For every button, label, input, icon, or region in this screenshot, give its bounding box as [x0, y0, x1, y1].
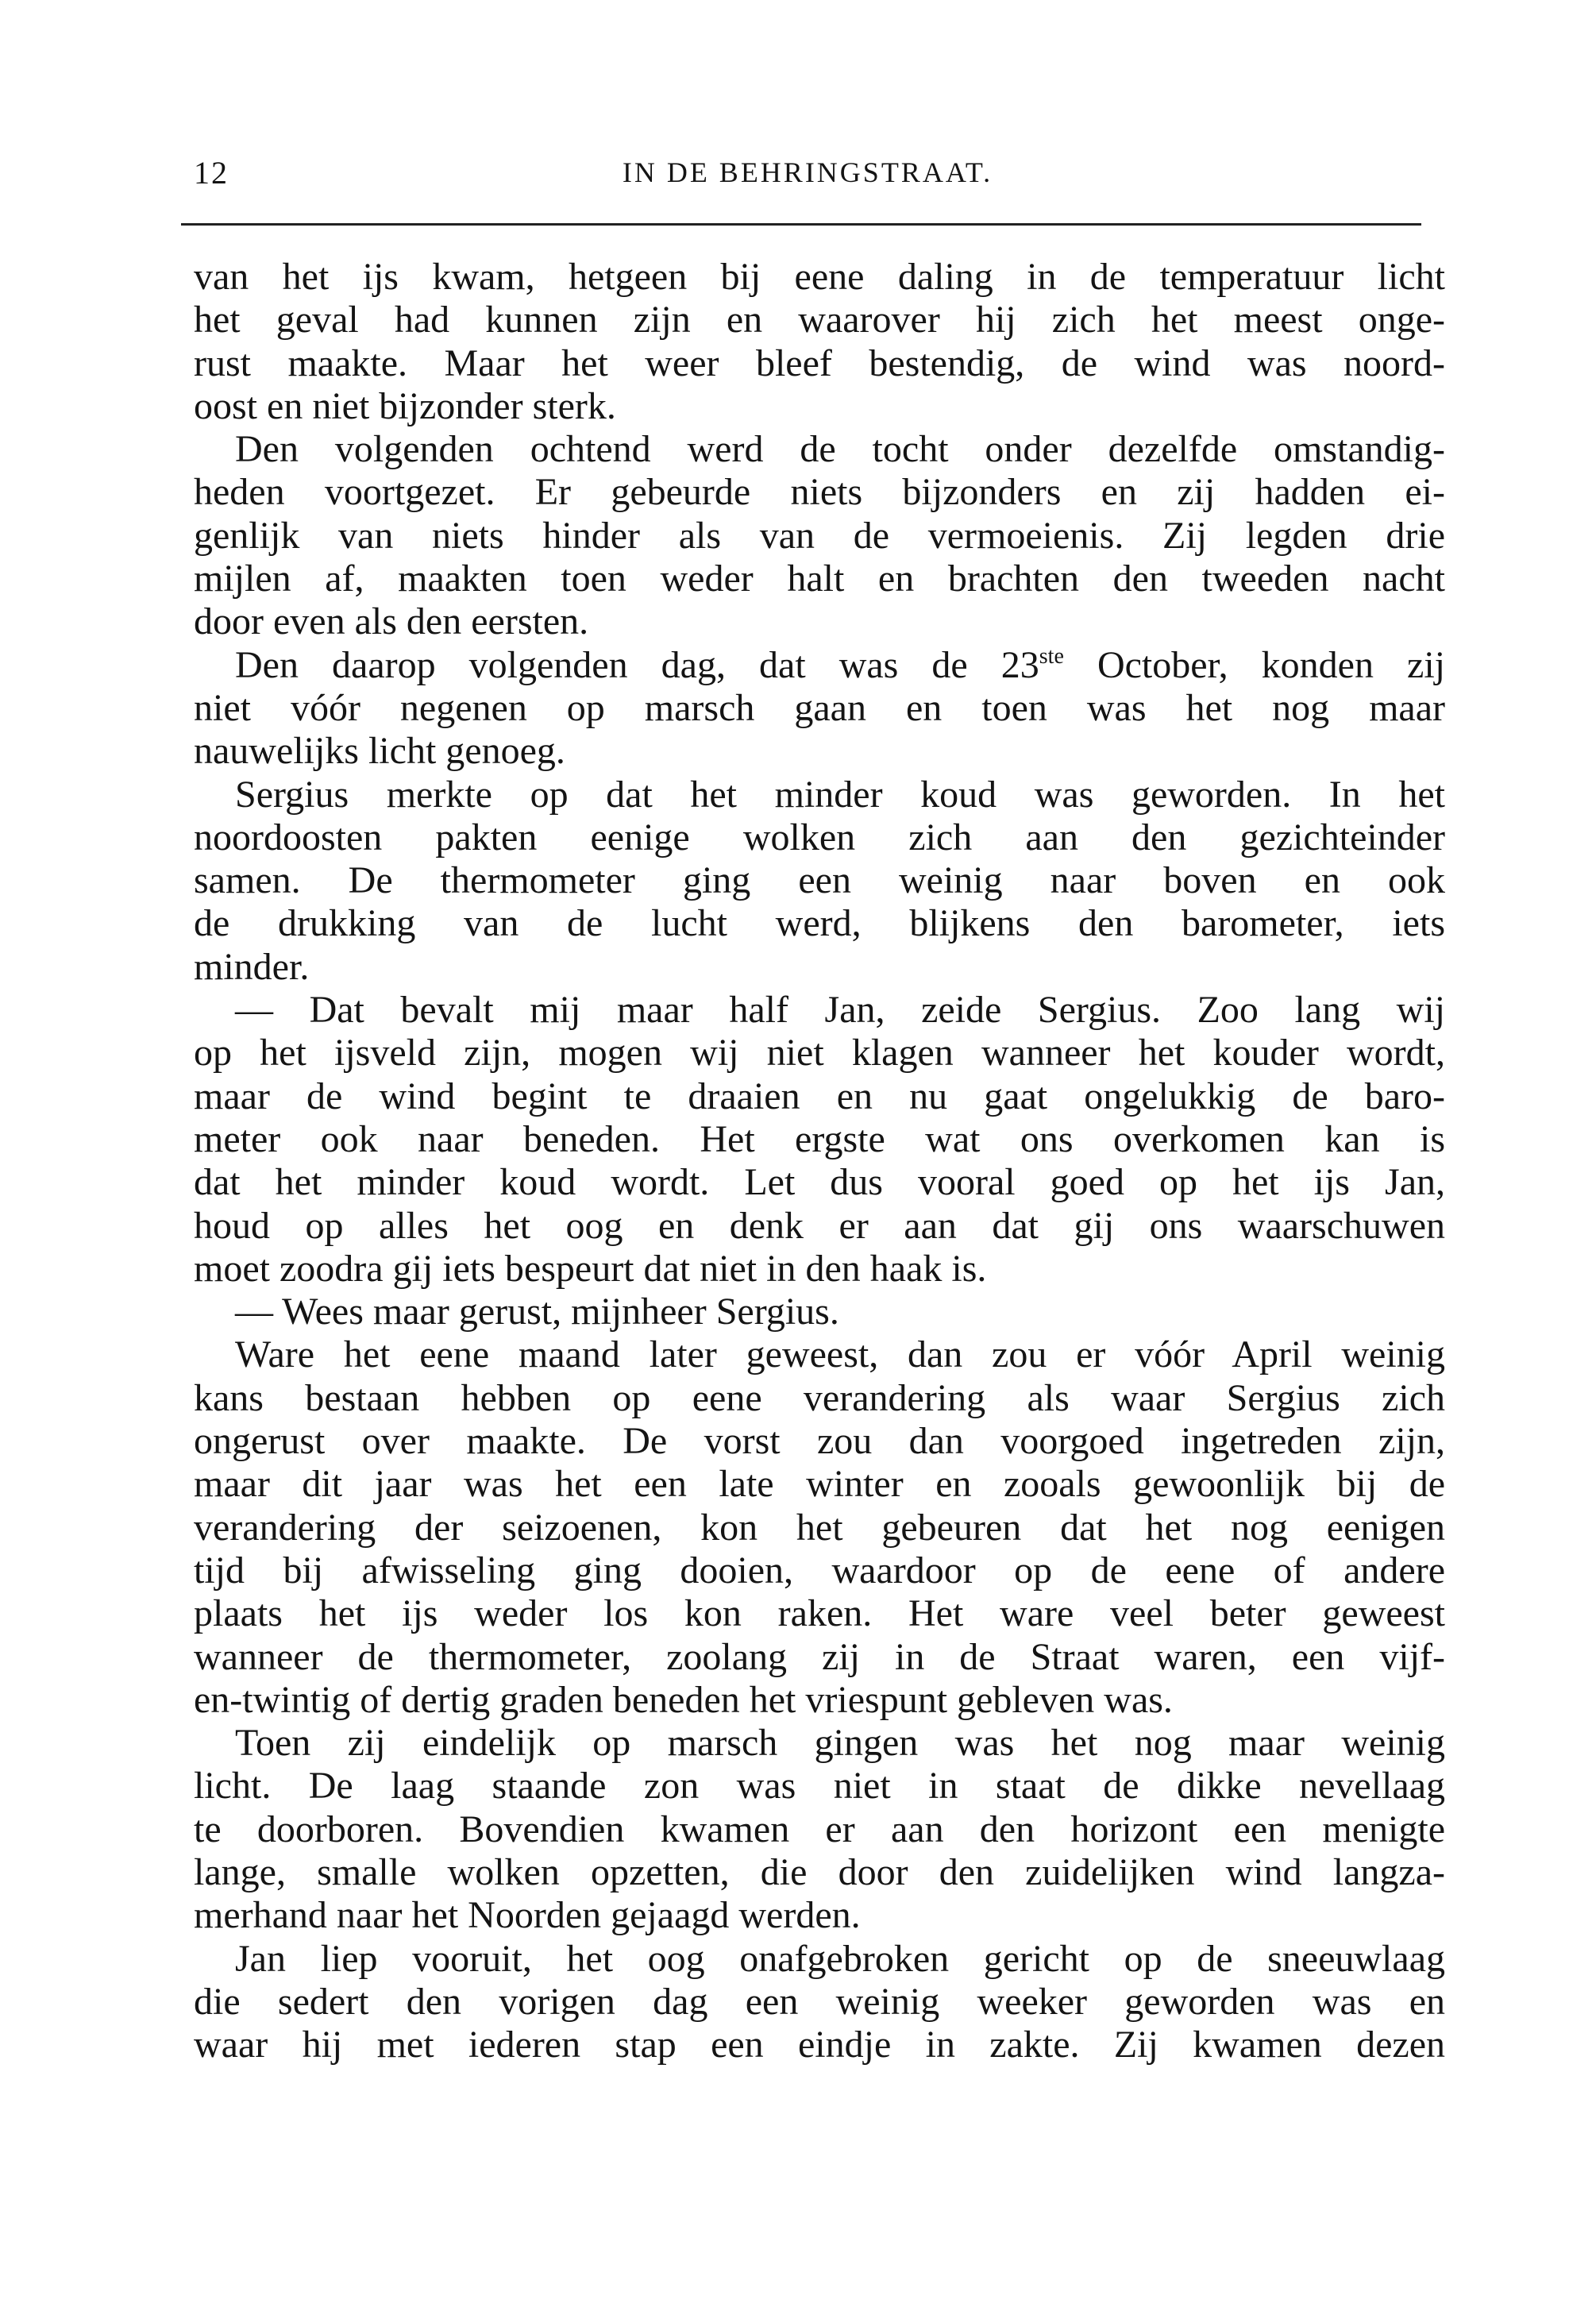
text-line: plaats het ijs weder los kon raken. Het ware veel beter geweest: [194, 1592, 1445, 1635]
text-line: — Dat bevalt mij maar half Jan, zeide Sergius. Zoo lang wij: [235, 989, 1445, 1032]
text-line: moet zoodra gij iets bespeurt dat niet in den haak is.: [194, 1247, 987, 1290]
text-line: oost en niet bijzonder sterk.: [194, 384, 616, 427]
text-line: Ware het eene maand later geweest, dan zou er vóór April weinig: [235, 1333, 1445, 1376]
text-line: meter ook naar beneden. Het ergste wat ons overkomen kan is: [194, 1117, 1445, 1160]
text-line: nauwelijks licht genoeg.: [194, 730, 565, 773]
text-line: niet vóór negenen op marsch gaan en toen was het nog maar: [194, 686, 1445, 729]
text-line: kans bestaan hebben op eene verandering als waar Sergius zich: [194, 1376, 1445, 1419]
page-number: 12: [194, 155, 229, 191]
text-line: Den volgenden ochtend werd de tocht onder dezelfde omstandig-: [235, 428, 1445, 471]
body-text: [194, 256, 1445, 2066]
text-line: rust maakte. Maar het weer bleef bestendig, de wind was noord-: [194, 341, 1445, 384]
text-line: het geval had kunnen zijn en waarover hij zich het meest onge-: [194, 299, 1445, 341]
text-line: lange, smalle wolken opzetten, die door den zuidelijken wind langza-: [194, 1850, 1445, 1893]
text-line: Jan liep vooruit, het oog onafgebroken gericht op de sneeuwlaag: [235, 1937, 1445, 1980]
text-line: op het ijsveld zijn, mogen wij niet klagen wanneer het kouder wordt,: [194, 1032, 1445, 1075]
text-line: Den daarop volgenden dag, dat was de 23ste October, konden zij: [235, 643, 1446, 686]
text-line: mijlen af, maakten toen weder halt en brachten den tweeden nacht: [194, 558, 1445, 600]
text-line: genlijk van niets hinder als van de vermoeienis. Zij legden drie: [194, 514, 1445, 557]
text-line: houd op alles het oog en denk er aan dat gij ons waarschuwen: [194, 1204, 1445, 1247]
text-line: en-twintig of dertig graden beneden het vriespunt gebleven was.: [194, 1678, 1173, 1721]
text-line: verandering der seizoenen, kon het gebeuren dat het nog eenigen: [194, 1506, 1445, 1549]
header-rule: [181, 223, 1421, 226]
text-line: te doorboren. Bovendien kwamen er aan den horizont een menigte: [194, 1808, 1445, 1850]
text-line: merhand naar het Noorden gejaagd werden.: [194, 1894, 861, 1937]
text-line: ongerust over maakte. De vorst zou dan voorgoed ingetreden zijn,: [194, 1420, 1445, 1463]
text-line: heden voortgezet. Er gebeurde niets bijzonders en zij hadden ei-: [194, 471, 1445, 514]
text-line: maar dit jaar was het een late winter en zooals gewoonlijk bij de: [194, 1463, 1445, 1506]
text-line: samen. De thermometer ging een weinig naar boven en ook: [194, 859, 1445, 902]
text-line: maar de wind begint te draaien en nu gaat ongelukkig de baro-: [194, 1075, 1445, 1117]
text-line: de drukking van de lucht werd, blijkens den barometer, iets: [194, 902, 1445, 945]
text-line: tijd bij afwisseling ging dooien, waardoor op de eene of andere: [194, 1549, 1445, 1592]
text-line: wanneer de thermometer, zoolang zij in de Straat waren, een vijf-: [194, 1635, 1445, 1678]
text-line: dat het minder koud wordt. Let dus vooral goed op het ijs Jan,: [194, 1161, 1445, 1204]
text-line: die sedert den vorigen dag een weinig weeker geworden was en: [194, 1980, 1445, 2023]
text-line: door even als den eersten.: [194, 600, 589, 643]
text-line: minder.: [194, 945, 310, 988]
text-line: noordoosten pakten eenige wolken zich aan den gezichteinder: [194, 816, 1445, 858]
text-line: van het ijs kwam, hetgeen bij eene daling in de temperatuur licht: [194, 256, 1445, 298]
running-title: IN DE BEHRINGSTRAAT.: [622, 156, 993, 188]
text-line: — Wees maar gerust, mijnheer Sergius.: [235, 1291, 839, 1333]
ordinal-superscript: ste: [1039, 643, 1064, 669]
page-header: [194, 154, 1421, 199]
text-line: Toen zij eindelijk op marsch gingen was het nog maar weinig: [235, 1722, 1445, 1765]
text-line: licht. De laag staande zon was niet in staat de dikke nevellaag: [194, 1765, 1445, 1808]
text-line: waar hij met iederen stap een eindje in zakte. Zij kwamen dezen: [194, 2024, 1445, 2066]
text-line: Sergius merkte op dat het minder koud was geworden. In het: [235, 773, 1445, 816]
